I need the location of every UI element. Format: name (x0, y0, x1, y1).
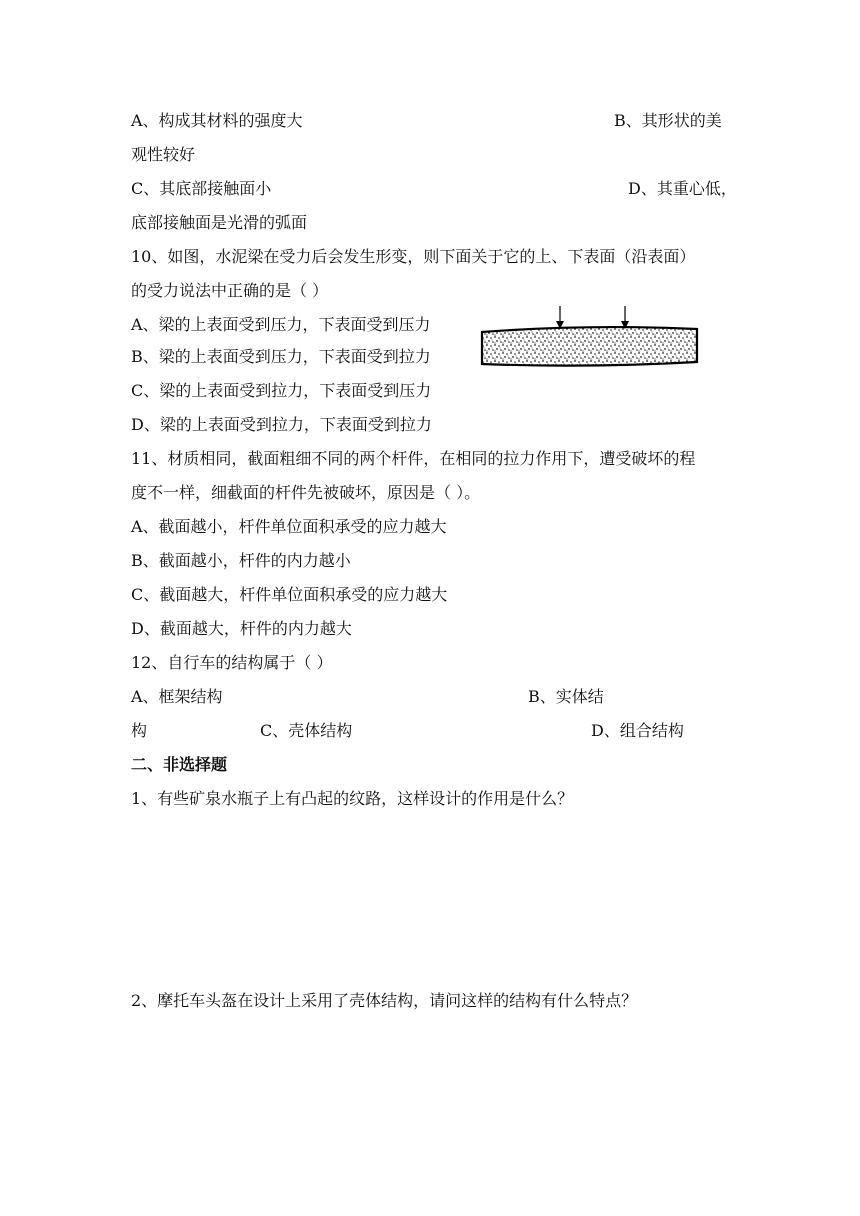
q9-option-b-continued: 观性较好 (131, 145, 196, 164)
q10-option-d: D、梁的上表面受到拉力，下表面受到拉力 (131, 415, 432, 434)
q10-option-a: A、梁的上表面受到压力，下表面受到压力 (131, 315, 431, 334)
cement-beam-figure (478, 304, 702, 374)
q12-option-a: A、框架结构 (131, 687, 223, 706)
s2-question-2: 2、摩托车头盔在设计上采用了壳体结构，请问这样的结构有什么特点？ (131, 991, 638, 1010)
q9-option-d-continued: 底部接触面是光滑的弧面 (131, 213, 308, 232)
section-heading: 二、非选择题 (131, 755, 228, 774)
q12-option-b: B、实体结 (528, 687, 604, 706)
q12-option-d: D、组合结构 (591, 721, 684, 740)
q10-option-b: B、梁的上表面受到压力，下表面受到拉力 (131, 347, 431, 366)
q10-stem-line1: 10、如图，水泥梁在受力后会发生形变，则下面关于它的上、下表面（沿表面） (131, 247, 696, 266)
q11-option-d: D、截面越大，杆件的内力越大 (131, 619, 352, 638)
q9-option-a: A、构成其材料的强度大 (131, 111, 303, 130)
q12-stem: 12、自行车的结构属于（ ） (131, 653, 333, 672)
q11-stem-line2: 度不一样，细截面的杆件先被破坏，原因是（ ）。 (131, 483, 481, 502)
q11-option-b: B、截面越小，杆件的内力越小 (131, 551, 351, 570)
q12-option-b-continued: 构 (131, 721, 148, 740)
q11-option-c: C、截面越大，杆件单位面积承受的应力越大 (131, 585, 448, 604)
load-arrow-left-icon (556, 306, 564, 329)
q10-stem-line2: 的受力说法中正确的是（ ） (131, 281, 329, 300)
beam-body (482, 327, 697, 366)
q11-stem-line1: 11、材质相同，截面粗细不同的两个杆件，在相同的拉力作用下，遭受破坏的程 (131, 449, 696, 468)
q11-option-a: A、截面越小，杆件单位面积承受的应力越大 (131, 517, 447, 536)
q9-option-d: D、其重心低， (628, 179, 737, 198)
q10-option-c: C、梁的上表面受到拉力，下表面受到压力 (131, 381, 432, 400)
q9-option-c: C、其底部接触面小 (131, 179, 272, 198)
q9-option-b: B、其形状的美 (614, 111, 722, 130)
load-arrow-right-icon (621, 306, 629, 329)
q12-option-c: C、壳体结构 (260, 721, 353, 740)
s2-question-1: 1、有些矿泉水瓶子上有凸起的纹路，这样设计的作用是什么？ (131, 789, 574, 808)
